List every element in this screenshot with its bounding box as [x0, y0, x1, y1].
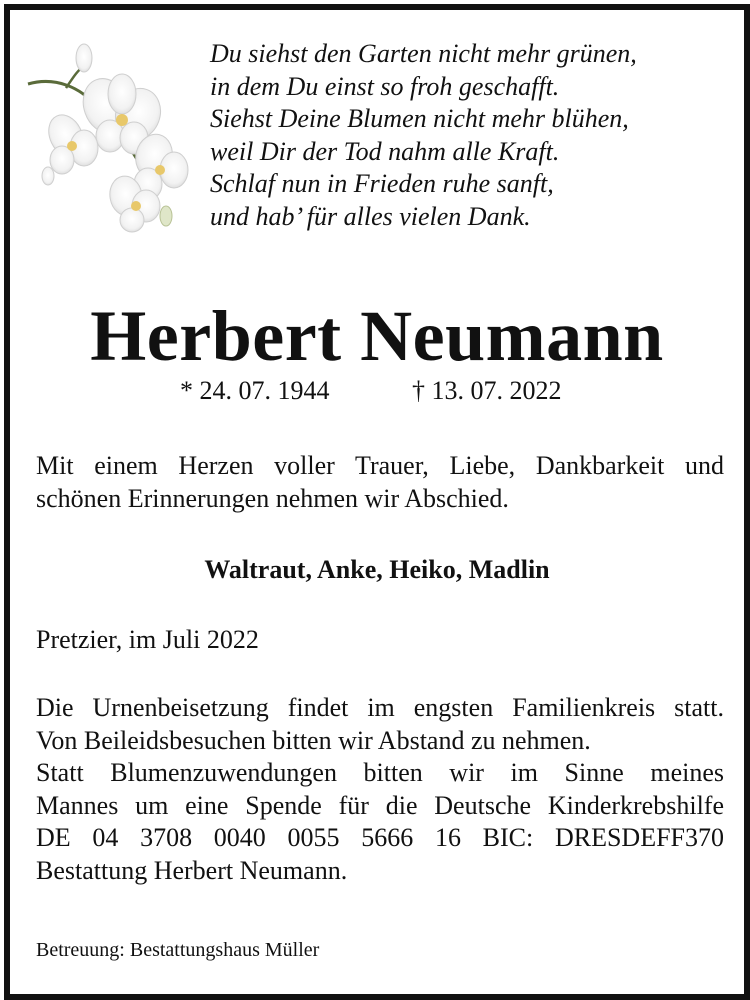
notice-line: Von Beileidsbesuchen bitten wir Abstand zu nehmen. — [36, 725, 591, 755]
deceased-name: Herbert Neumann — [90, 296, 664, 376]
notice-line: Bestattung Herbert Neumann. — [36, 855, 348, 885]
orchid-flower-image — [26, 36, 196, 236]
message-line: schönen Erinnerungen nehmen wir Abschied. — [36, 483, 509, 513]
funeral-notice — [36, 692, 724, 888]
poem-line: Siehst Deine Blumen nicht mehr blühen, — [210, 104, 629, 133]
notice-line: Mannes um eine Spende für die Deutsche Kinderkrebshilfe — [36, 790, 724, 820]
poem-line: weil Dir der Tod nahm alle Kraft. — [210, 136, 560, 166]
notice-line: DE 04 3708 0040 0055 5666 16 BIC: DRESDEFF370 — [36, 823, 724, 853]
birth-date: * 24. 07. 1944 — [180, 376, 330, 405]
poem-line: Du siehst den Garten nicht mehr grünen, — [210, 39, 637, 68]
poem-line: Schlaf nun in Frieden ruhe sanft, — [210, 169, 554, 198]
death-date: † 13. 07. 2022 — [412, 376, 562, 405]
obituary-card — [4, 4, 750, 1000]
poem-line: in dem Du einst so froh geschafft. — [210, 71, 560, 101]
notice-line: Die Urnenbeisetzung findet im engsten Familienkreis statt. — [36, 693, 724, 722]
place-date: Pretzier, im Juli 2022 — [36, 625, 259, 654]
poem-line: und hab’ für alles vielen Dank. — [210, 201, 531, 231]
family-names: Waltraut, Anke, Heiko, Madlin — [204, 555, 550, 584]
poem — [210, 38, 740, 233]
message-line: Mit einem Herzen voller Trauer, Liebe, Dankbarkeit und — [36, 451, 724, 480]
notice-line: Statt Blumenzuwendungen bitten wir im Sinne meines — [36, 758, 724, 788]
farewell-message — [36, 450, 724, 515]
funeral-home-credit: Betreuung: Bestattungshaus Müller — [36, 939, 320, 961]
